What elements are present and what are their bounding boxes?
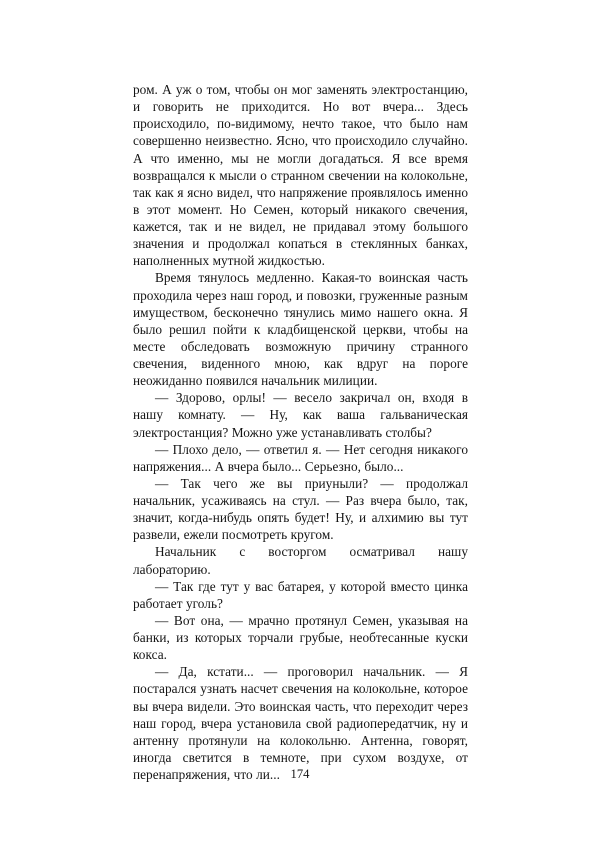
paragraph-3: — Здорово, орлы! — весело закричал он, входя в нашу комнату. — Ну, как ваша гальваническая электростанция? Можно уже устанавливать столбы? xyxy=(133,390,468,440)
paragraph-6: Начальник с восторгом осматривал нашу лабораторию. xyxy=(133,544,468,577)
paragraph-5: — Так чего же вы приуныли? — продолжал начальник, усаживаясь на стул. — Раз вчера было, так, значит, когда-нибудь опять будет! Ну, и алхимию вы тут развели, ежели посмотреть кругом. xyxy=(133,475,468,543)
paragraph-2: Время тянулось медленно. Какая-то воинская часть проходила через наш город, и повозки, груженные разным имуществом, бесконечно тянулись мимо нашего окна. Я было решил пойти к кладбищенской церкви, чтобы на месте обследовать возможную причину странного свечения, виденного мною, как вдруг на пороге неожиданно появился начальник милиции. xyxy=(133,270,468,389)
page-number: 174 xyxy=(290,767,310,781)
paragraph-8: — Вот она, — мрачно протянул Семен, указывая на банки, из которых торчали грубые, необтесанные куски кокса. xyxy=(133,612,468,663)
paragraph-1: ром. А уж о том, чтобы он мог заменять электростанцию, и говорить не приходится. Но вот вчера... Здесь происходило, по-видимому, нечто такое, что было нам совершенно неизвестно. Ясно, что происходило случайно. А что именно, мы не могли догадаться. Я все время возвращался к мысли о странном свечении на колокольне, так как я ясно видел, что напряжение проявлялось именно в этот момент. Но Семен, который никакого свечения, кажется, так и не видел, не придавал этому большого значения и продолжал копаться в стеклянных банках, наполненных мутной жидкостью. xyxy=(133,82,468,269)
paragraph-4: — Плохо дело, — ответил я. — Нет сегодня никакого напряжения... А вчера было... Серьезно, было... xyxy=(133,441,468,474)
body-text-column xyxy=(133,81,468,783)
paragraph-7: — Так где тут у вас батарея, у которой вместо цинка работает уголь? xyxy=(133,578,468,611)
paragraph-9: — Да, кстати... — проговорил начальник. — Я постарался узнать насчет свечения на колокольне, которое вы вчера видели. Это воинская часть, что переходит через наш город, вчера установила свой радиопередатчик, ну и антенну протянули на колокольню. Антенна, говорят, иногда светится в темноте, при сухом воздухе, от перенапряжения, что ли... xyxy=(133,664,468,782)
